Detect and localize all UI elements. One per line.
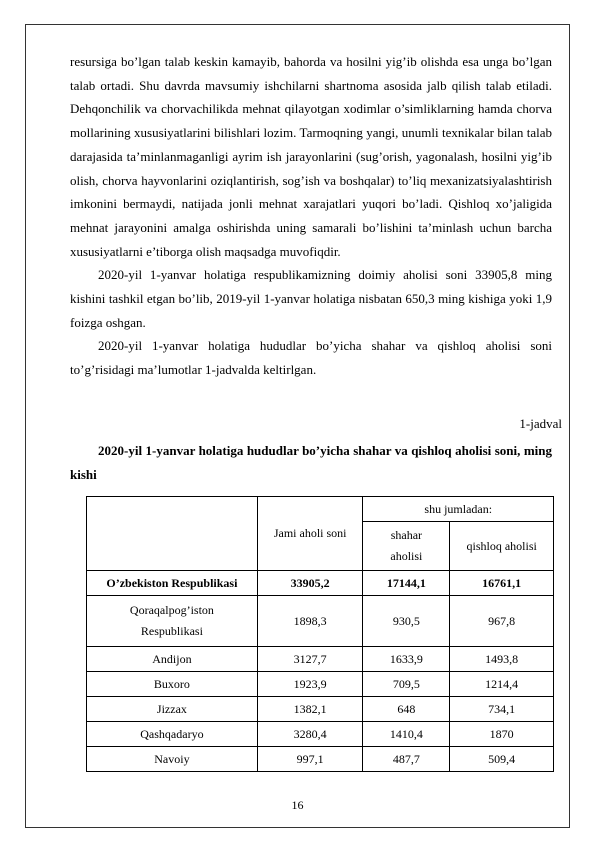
cell-region: O’zbekiston Respublikasi [87,571,258,596]
cell-region: Andijon [87,647,258,672]
cell-urban: 930,5 [363,596,450,647]
cell-total: 997,1 [257,747,363,772]
cell-region: Qoraqalpog’iston Respublikasi [87,596,258,647]
header-region-blank [87,497,258,571]
table-row [87,697,554,722]
paragraph-1: resursiga bo’lgan talab keskin kamayib, bahorda va hosilni yig’ib olishda esa unga bo’lgan talab ortadi. Shu davrda mavsumiy ishchilarni shartnoma asosida jalb qilish talab etiladi. Dehqonchilik va chorvachilikda mehnat qilayotgan xodimlar o’simliklarning hamda chorva mollarining xususiyatlarini bilishlari lozim. Tarmoqning yangi, unumli texnikalar bilan talab darajasida ta’minlanmaganligi ayrim ish jarayonlarini (sug’orish, yagonalash, hosilni yig’ib olish, chorva hayvonlarini oziqlantirish, sog’ish va boshqalar) to’liq mexanizatsiyalashtirish imkonini bermaydi, natijada jonli mehnat xarajatlari yuqori bo’ladi. Qishloq xo’jaligida mehnat jarayonini amalga oshirishda uning samarali bo’lishini ta’minlash uchun barcha xususiyatlarni e’tiborga olish maqsadga muvofiqdir. [70,54,552,259]
table-body [87,571,554,772]
cell-rural: 1214,4 [450,672,554,697]
cell-region: Buxoro [87,672,258,697]
table-row [87,596,554,647]
cell-rural: 1493,8 [450,647,554,672]
cell-rural: 1870 [450,722,554,747]
cell-urban: 709,5 [363,672,450,697]
cell-urban: 17144,1 [363,571,450,596]
body-text [70,50,552,382]
cell-total: 3280,4 [257,722,363,747]
cell-rural: 16761,1 [450,571,554,596]
table-label: 1-jadval [519,416,562,431]
header-including: shu jumladan: [363,497,554,522]
paragraph-2: 2020-yil 1-yanvar holatiga respublikamizning doimiy aholisi soni 33905,8 ming kishini tashkil etgan bo’lib, 2019-yil 1-yanvar holatiga nisbatan 650,3 ming kishiga yoki 1,9 foizga oshgan. [70,267,552,330]
cell-urban: 1633,9 [363,647,450,672]
table-row [87,647,554,672]
header-rural: qishloq aholisi [450,522,554,571]
header-total: Jami aholi soni [257,497,363,571]
cell-rural: 509,4 [450,747,554,772]
page-number: 16 [291,798,304,812]
cell-total: 1382,1 [257,697,363,722]
table-header-row-1 [87,497,554,522]
table-title: 2020-yil 1-yanvar holatiga hududlar bo’yicha shahar va qishloq aholisi soni, ming kishi [70,443,552,482]
table-row [87,672,554,697]
cell-region: Jizzax [87,697,258,722]
population-table [86,496,554,772]
table-row [87,722,554,747]
cell-total: 1898,3 [257,596,363,647]
cell-total: 33905,2 [257,571,363,596]
cell-urban: 1410,4 [363,722,450,747]
table-row [87,571,554,596]
cell-region: Navoiy [87,747,258,772]
paragraph-3: 2020-yil 1-yanvar holatiga hududlar bo’yicha shahar va qishloq aholisi soni to’g’risidagi ma’lumotlar 1-jadvalda keltirlgan. [70,338,552,378]
cell-total: 1923,9 [257,672,363,697]
cell-region: Qashqadaryo [87,722,258,747]
cell-urban: 487,7 [363,747,450,772]
cell-rural: 734,1 [450,697,554,722]
cell-urban: 648 [363,697,450,722]
table-row [87,747,554,772]
cell-rural: 967,8 [450,596,554,647]
cell-total: 3127,7 [257,647,363,672]
header-urban: shahar aholisi [363,522,450,571]
